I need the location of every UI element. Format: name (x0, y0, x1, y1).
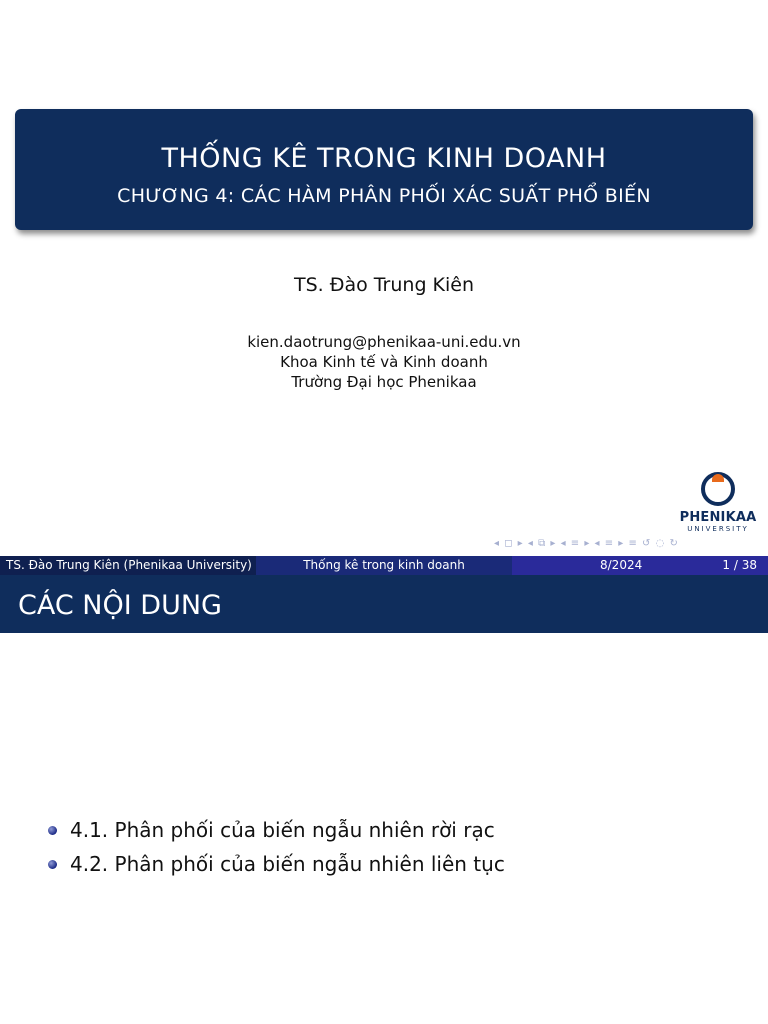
slide-footer (0, 556, 768, 575)
bullet-icon (48, 826, 57, 835)
author-email: kien.daotrung@phenikaa-uni.edu.vn (247, 333, 521, 351)
presentation-title: THỐNG KÊ TRONG KINH DOANH (161, 143, 607, 174)
list-item-text: 4.2. Phân phối của biến ngẫu nhiên liên tục (70, 852, 505, 876)
footer-info (512, 556, 768, 575)
list-item (48, 849, 505, 883)
contents-list (48, 815, 505, 883)
footer-author: TS. Đào Trung Kiên (Phenikaa University) (0, 556, 256, 575)
list-item (48, 815, 505, 849)
frame-title: CÁC NỘI DUNG (0, 575, 768, 633)
author-department: Khoa Kinh tế và Kinh doanh (280, 353, 488, 371)
footer-page-number: 1 / 38 (722, 558, 757, 572)
logo-accent-icon (712, 474, 724, 482)
footer-title: Thống kê trong kinh doanh (256, 556, 512, 575)
footer-date: 8/2024 (600, 558, 643, 572)
author-info (0, 332, 768, 392)
logo-name: PHENIKAA (679, 510, 757, 525)
author-university: Trường Đại học Phenikaa (291, 373, 477, 391)
bullet-icon (48, 860, 57, 869)
title-block (15, 109, 753, 230)
phenikaa-logo (672, 472, 764, 534)
presentation-subtitle: CHƯƠNG 4: CÁC HÀM PHÂN PHỐI XÁC SUẤT PHỔ BIẾN (117, 185, 651, 207)
list-item-text: 4.1. Phân phối của biến ngẫu nhiên rời rạc (70, 818, 495, 842)
beamer-navigation-icons[interactable]: ◂ ◻ ▸ ◂ ⧉ ▸ ◂ ≡ ▸ ◂ ≡ ▸ ≡ ↺ ◌ ↻ (494, 538, 679, 549)
logo-subtext: UNIVERSITY (687, 525, 749, 533)
contents-slide (0, 575, 768, 1024)
author-name: TS. Đào Trung Kiên (293, 274, 475, 296)
